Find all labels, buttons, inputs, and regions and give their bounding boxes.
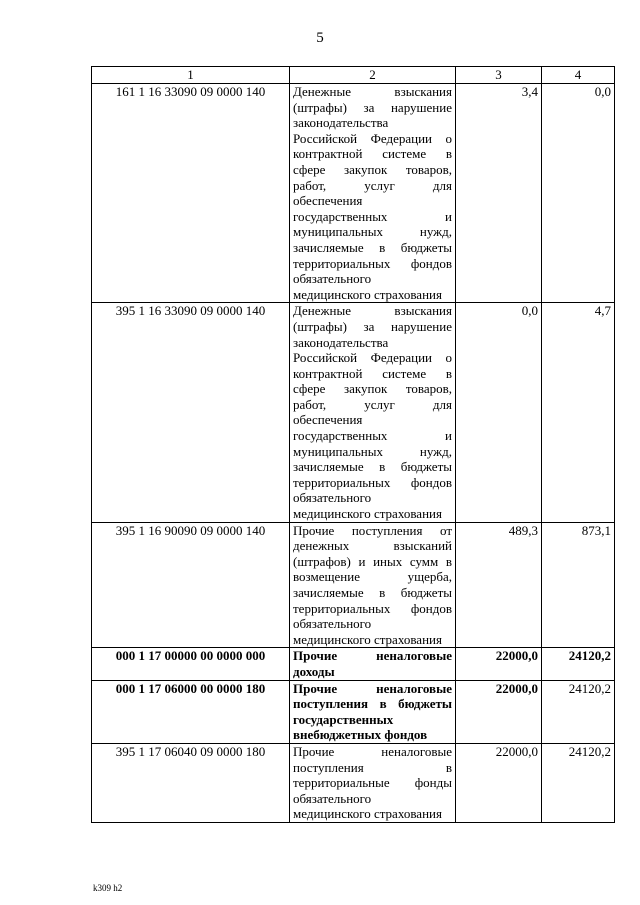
value-col3: 489,3 [456, 522, 542, 648]
column-header: 2 [290, 67, 456, 84]
value-col4: 873,1 [542, 522, 615, 648]
value-col3: 0,0 [456, 303, 542, 522]
value-col4: 24120,2 [542, 743, 615, 822]
column-header: 3 [456, 67, 542, 84]
value-col4: 24120,2 [542, 648, 615, 680]
revenue-name: Денежные взыскания (штрафы) за нарушение законодательства Российской Федерации о контрактной системе в сфере закупок товаров, работ, услуг для обеспечения государственных и муниципальных нужд, зачисляемые в бюджеты территориальных фондов обязательного медицинского страхования [290, 303, 456, 522]
budget-code: 000 1 17 06000 00 0000 180 [92, 680, 290, 743]
value-col4: 24120,2 [542, 680, 615, 743]
table-row [92, 84, 615, 303]
column-header: 4 [542, 67, 615, 84]
table-header-row [92, 67, 615, 84]
value-col4: 4,7 [542, 303, 615, 522]
budget-code: 395 1 16 90090 09 0000 140 [92, 522, 290, 648]
table-row [92, 648, 615, 680]
budget-code: 161 1 16 33090 09 0000 140 [92, 84, 290, 303]
value-col3: 3,4 [456, 84, 542, 303]
revenue-name: Прочие неналоговые поступления в территориальные фонды обязательного медицинского страхования [290, 743, 456, 822]
table-row [92, 303, 615, 522]
page-number: 5 [316, 30, 324, 46]
revenue-name: Денежные взыскания (штрафы) за нарушение законодательства Российской Федерации о контрактной системе в сфере закупок товаров, работ, услуг для обеспечения государственных и муниципальных нужд, зачисляемые в бюджеты территориальных фондов обязательного медицинского страхования [290, 84, 456, 303]
table-row [92, 522, 615, 648]
value-col3: 22000,0 [456, 743, 542, 822]
budget-code: 395 1 17 06040 09 0000 180 [92, 743, 290, 822]
budget-code: 000 1 17 00000 00 0000 000 [92, 648, 290, 680]
table-row [92, 743, 615, 822]
value-col3: 22000,0 [456, 680, 542, 743]
document-footer-code: k309 h2 [93, 883, 123, 893]
table-row [92, 680, 615, 743]
value-col4: 0,0 [542, 84, 615, 303]
revenue-name: Прочие неналоговые доходы [290, 648, 456, 680]
revenue-name: Прочие неналоговые поступления в бюджеты государственных внебюджетных фондов [290, 680, 456, 743]
column-header: 1 [92, 67, 290, 84]
budget-table [91, 66, 615, 823]
value-col3: 22000,0 [456, 648, 542, 680]
revenue-name: Прочие поступления от денежных взысканий (штрафов) и иных сумм в возмещение ущерба, зачисляемые в бюджеты территориальных фондов обязательного медицинского страхования [290, 522, 456, 648]
budget-code: 395 1 16 33090 09 0000 140 [92, 303, 290, 522]
